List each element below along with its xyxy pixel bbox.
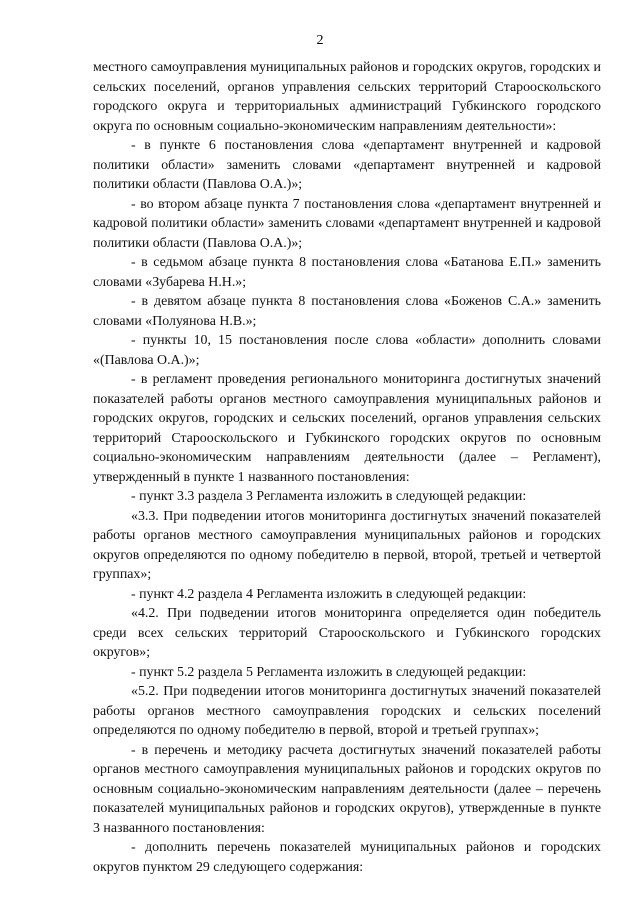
- paragraph: - пункт 4.2 раздела 4 Регламента изложить в следующей редакции:: [131, 586, 527, 602]
- paragraph: - пункт 5.2 раздела 5 Регламента изложить в следующей редакции:: [131, 664, 527, 680]
- paragraph: - пункты 10, 15 постановления после слова «области» дополнить словами «(Павлова О.А.)»;: [93, 333, 601, 368]
- paragraph: - дополнить перечень показателей муниципальных районов и городских округов пунктом 29 следующего содержания:: [93, 840, 601, 875]
- paragraph: - в регламент проведения регионального мониторинга достигнутых значений показателей работы органов местного самоуправления муниципальных районов и городских округов, городских и сельских поселений, органов управления сельских территорий Старооскольского и Губкинского городских округов по основным социально-экономическим направлениям деятельности (далее – Регламент), утвержденный в пункте 1 названного постановления:: [93, 372, 601, 485]
- paragraph: - в девятом абзаце пункта 8 постановления слова «Боженов С.А.» заменить словами «Полуянова Н.В.»;: [93, 294, 601, 329]
- paragraph: - в перечень и методику расчета достигнутых значений показателей работы органов местного самоуправления муниципальных районов и городских округов по основным социально-экономическим направлениям деятельности (далее – перечень показателей муниципальных районов и городских округов), утвержденные в пункте 3 названного постановления:: [93, 742, 601, 836]
- paragraph: местного самоуправления муниципальных районов и городских округов, городских и сельских поселений, органов управления сельских территорий Старооскольского городского округа и территориальных администраций Губкинского городского округа по основным социально-экономическим направлениям деятельности»:: [93, 60, 601, 134]
- paragraph: «3.3. При подведении итогов мониторинга достигнутых значений показателей работы органов местного самоуправления муниципальных районов и городских округов определяются по одному победителю в первой, второй, третьей и четвертой группах»;: [93, 508, 601, 582]
- paragraph: - пункт 3.3 раздела 3 Регламента изложить в следующей редакции:: [131, 489, 527, 504]
- paragraph: - во втором абзаце пункта 7 постановления слова «департамент внутренней и кадровой политики области» заменить словами «департамент внутренней и кадровой политики области (Павлова О.А.)»;: [93, 196, 601, 251]
- document-body: [93, 58, 601, 877]
- paragraph: - в седьмом абзаце пункта 8 постановления слова «Батанова Е.П.» заменить словами «Зубарева Н.Н.»;: [93, 255, 601, 290]
- paragraph: - в пункте 6 постановления слова «департамент внутренней и кадровой политики области» заменить словами «департамент внутренней и кадровой политики области (Павлова О.А.)»;: [93, 138, 601, 192]
- paragraph: «5.2. При подведении итогов мониторинга достигнутых значений показателей работы органов местного самоуправления городских и сельских поселений определяются по одному победителю в первой, второй и третьей группах»;: [93, 684, 601, 738]
- page-number: 2: [316, 33, 324, 48]
- paragraph: «4.2. При подведении итогов мониторинга определяется один победитель среди всех сельских территорий Старооскольского и Губкинского городских округов»;: [93, 606, 601, 660]
